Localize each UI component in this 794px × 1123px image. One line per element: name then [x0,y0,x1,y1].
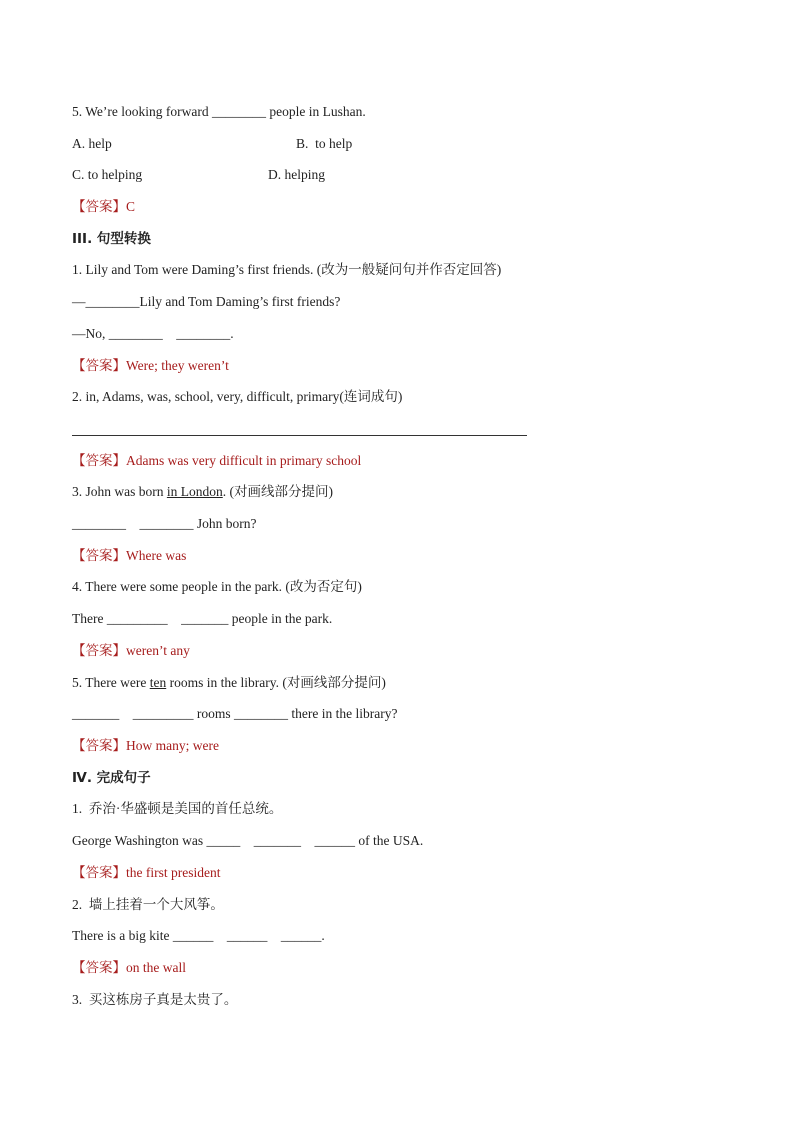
s4-item-2-line2: There is a big kite ______ ______ ______. [72,928,325,943]
answer-label: 【答案】 [72,643,126,658]
answer-text: Where was [126,548,187,563]
prompt-text: 3. John was born [72,484,167,499]
option-d: D. helping [268,167,325,182]
option-a: A. help [72,136,112,151]
answer-line [72,547,186,565]
s3-item-4-line2: There _________ _______ people in the park. [72,611,333,626]
answer-text: on the wall [126,960,186,975]
s4-item-1-line2: George Washington was _____ _______ ______ of the USA. [72,833,424,848]
prompt-text: 5. There were [72,675,150,690]
answer-label: 【答案】 [72,548,126,563]
question-5-stem: 5. We’re looking forward ________ people in Lushan. [72,104,366,119]
s3-item-5-line2: _______ _________ rooms ________ there in the library? [72,706,398,721]
answer-line [72,452,361,470]
answer-label: 【答案】 [72,738,126,753]
s3-item-2-prompt: 2. in, Adams, was, school, very, difficult, primary(连词成句) [72,389,403,404]
underlined-phrase: in London [166,484,223,499]
s3-item-5-prompt [72,674,386,692]
answer-text: Were; they weren’t [126,358,229,373]
prompt-instruction: . (对画线部分提问) [222,484,333,499]
answer-text: weren’t any [126,643,190,658]
section-4-title: Ⅳ. 完成句子 [72,770,151,786]
underlined-phrase: ten [149,675,167,690]
s3-item-1-prompt: 1. Lily and Tom were Daming’s first friends. (改为一般疑问句并作否定回答) [72,262,502,277]
s3-item-4-prompt: 4. There were some people in the park. (改为否定句) [72,579,362,594]
answer-label: 【答案】 [72,199,126,214]
answer-text: How many; were [126,738,219,753]
s4-item-3-prompt: 3. 买这栋房子真是太贵了。 [72,992,238,1007]
s3-item-1-line2: —________Lily and Tom Daming’s first friends? [72,294,341,309]
s4-item-1-prompt: 1. 乔治·华盛顿是美国的首任总统。 [72,801,283,816]
prompt-instruction: rooms in the library. (对画线部分提问) [166,675,386,690]
s3-item-1-line3: —No, ________ ________. [72,326,234,341]
option-b: B. to help [296,136,353,151]
answer-label: 【答案】 [72,358,126,373]
answer-line [72,959,186,977]
option-c: C. to helping [72,167,143,182]
section-3-title: III. 句型转换 [72,231,151,247]
answer-line [72,737,219,755]
answer-line [72,357,229,375]
s3-item-3-prompt [72,483,333,501]
answer-line [72,642,190,660]
answer-label: 【答案】 [72,960,126,975]
answer-label: 【答案】 [72,453,126,468]
answer-text: Adams was very difficult in primary school [126,453,362,468]
answer-text: the first president [126,865,221,880]
s4-item-2-prompt: 2. 墙上挂着一个大风筝。 [72,897,224,912]
answer-rule-line [72,435,527,436]
s3-item-3-line2: ________ ________ John born? [72,516,257,531]
answer-line [72,198,135,216]
answer-text: C [126,199,136,214]
answer-line [72,864,220,882]
answer-label: 【答案】 [72,865,126,880]
